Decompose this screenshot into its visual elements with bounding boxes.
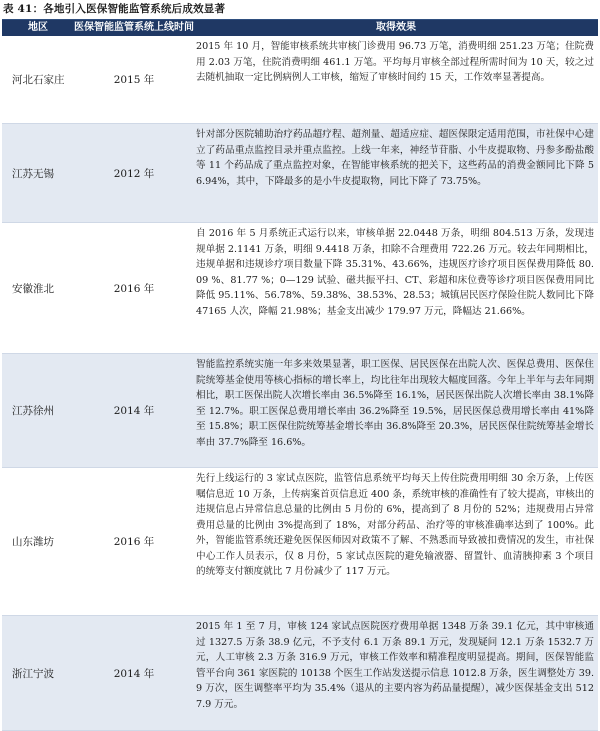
row-result: 2015 年 10 月，智能审核系统共审核门诊费用 96.73 万笔，消费明细 251.23 万笔；住院费用 2.03 万笔，住院消费明细 461.1 万笔。平均每月审核全部过程所需时间为 10 天，较之过去随机抽取一定比例病例人工审核，缩短了审核时间约 15 天，工作效率显著提高。 bbox=[196, 41, 594, 83]
table-row bbox=[2, 223, 598, 354]
table-row bbox=[2, 124, 598, 223]
table-row bbox=[2, 468, 598, 616]
table-header bbox=[2, 20, 598, 36]
row-result: 自 2016 年 5 月系统正式运行以来，审核单据 22.0448 万条，明细 804.513 万条，发现违规单据 2.1141 万条，明细 9.4418 万条，扣除不合理费用 722.26 万元。较去年同期相比，违规单据和违规诊疗项目数量下降 35.31%、43.66%，违规医疗诊疗项目医保费用降低 80.09 %、81.77 %；0—129 试验、磁共振平扫、CT、彩超和床位费等诊疗项目医保费用同比降低 95.11%、56.78%、59.38%、38.53%、28.53；城镇居民医疗保险住院人数同比下降 47165 人次，降幅 21.98%；基金支出减少 179.97 万元，降幅达 21.66%。 bbox=[196, 228, 594, 317]
row-launch-year: 2014 年 bbox=[113, 405, 155, 417]
row-region: 浙江宁波 bbox=[12, 667, 54, 680]
row-result: 2015 年 1 至 7 月，审核 124 家试点医院医疗费用单据 1348 万条 39.1 亿元，其中审核通过 1327.5 万条 38.9 亿元，不予支付 6.1 万条 89.1 万元，发现疑问 12.1 万条 1532.7 万元，人工审核 2.3 万条 316.9 万元，审核工作效率和精准程度明显提高。期间，医保智能监管平台向 361 家医院的 10138 个医生工作站发送提示信息 1012.8 万条，医生调整处方 39.9 万次，医生调整率平均为 35.4%（退从的主要内容为药品量提醒），减少医保基金支出 5127.9 万元。 bbox=[196, 621, 594, 710]
row-region: 山东潍坊 bbox=[12, 536, 54, 548]
row-result: 针对部分医院辅助治疗药品超疗程、超剂量、超适应症、超医保限定适用范围，市社保中心建立了药品重点监控目录并重点监控。上线一年来，神经节苷脂、小牛皮提取物、丹参多酚盐酸等 11 个药品成了重点监控对象，在智能审核系统的把关下，这些药品的消费金额同比下降 56.94%，其中，下降最多的是小牛皮提取物，同比下降了 73.75%。 bbox=[196, 129, 594, 187]
row-region: 江苏无锡 bbox=[12, 167, 54, 180]
row-region: 河北石家庄 bbox=[12, 74, 65, 86]
results-table bbox=[2, 19, 598, 731]
table-row bbox=[2, 36, 598, 124]
row-region: 安徽淮北 bbox=[12, 282, 54, 295]
row-launch-year: 2016 年 bbox=[113, 536, 155, 548]
row-launch-year: 2015 年 bbox=[113, 74, 155, 86]
row-region: 江苏徐州 bbox=[12, 405, 54, 417]
table-row bbox=[2, 354, 598, 468]
header-launch-year: 医保智能监管系统上线时间 bbox=[74, 22, 194, 33]
table-row bbox=[2, 616, 598, 731]
row-result: 智能监控系统实施一年多来效果显著，职工医保、居民医保在出院人次、医保总费用、医保住院统筹基金使用等核心指标的增长率上，均比往年出现较大幅度回落。今年上半年与去年同期相比，职工医保出院人次增长率由 36.5%降至 16.1%，居民医保出院人次增长率由 38.1%降至 12.7%。职工医保总费用增长率由 36.2%降至 19.5%，居民医保总费用增长率由 41%降至 15.8%；职工医保住院统筹基金增长率由 36.8%降至 20.3%，居民医保住院统筹基金增长率由 37.7%降至 16.6%。 bbox=[196, 359, 594, 448]
row-result: 先行上线运行的 3 家试点医院，监管信息系统平均每天上传住院费用明细 30 余万条，上传医嘱信息近 10 万条，上传病案首页信息近 400 条，系统审核的准确性有了较大提高，审核出的违规信息占异常信息总量的比例由 5 月份的 6%，提高到了 8 月份的 52%；违规费用占异常费用总量的比例由 3%提高到了 18%，对部分药品、治疗等的审核准确率达到了 100%。此外，智能监管系统还避免医保医师因对政策不了解、不熟悉而导致被扣费情况的发生，市社保中心工作人员表示，仅 8 月份，5 家试点医院的避免输液器、留置针、血清胰抑素 3 个项目的统筹支付额度就比 7 月份减少了 117 万元。 bbox=[196, 473, 594, 577]
header-region: 地区 bbox=[28, 22, 48, 33]
row-launch-year: 2016 年 bbox=[113, 282, 155, 295]
header-result: 取得效果 bbox=[376, 22, 416, 33]
table-title: 表 41：各地引入医保智能监管系统后成效显著 bbox=[3, 3, 226, 15]
row-launch-year: 2012 年 bbox=[113, 167, 155, 180]
row-launch-year: 2014 年 bbox=[113, 667, 155, 680]
